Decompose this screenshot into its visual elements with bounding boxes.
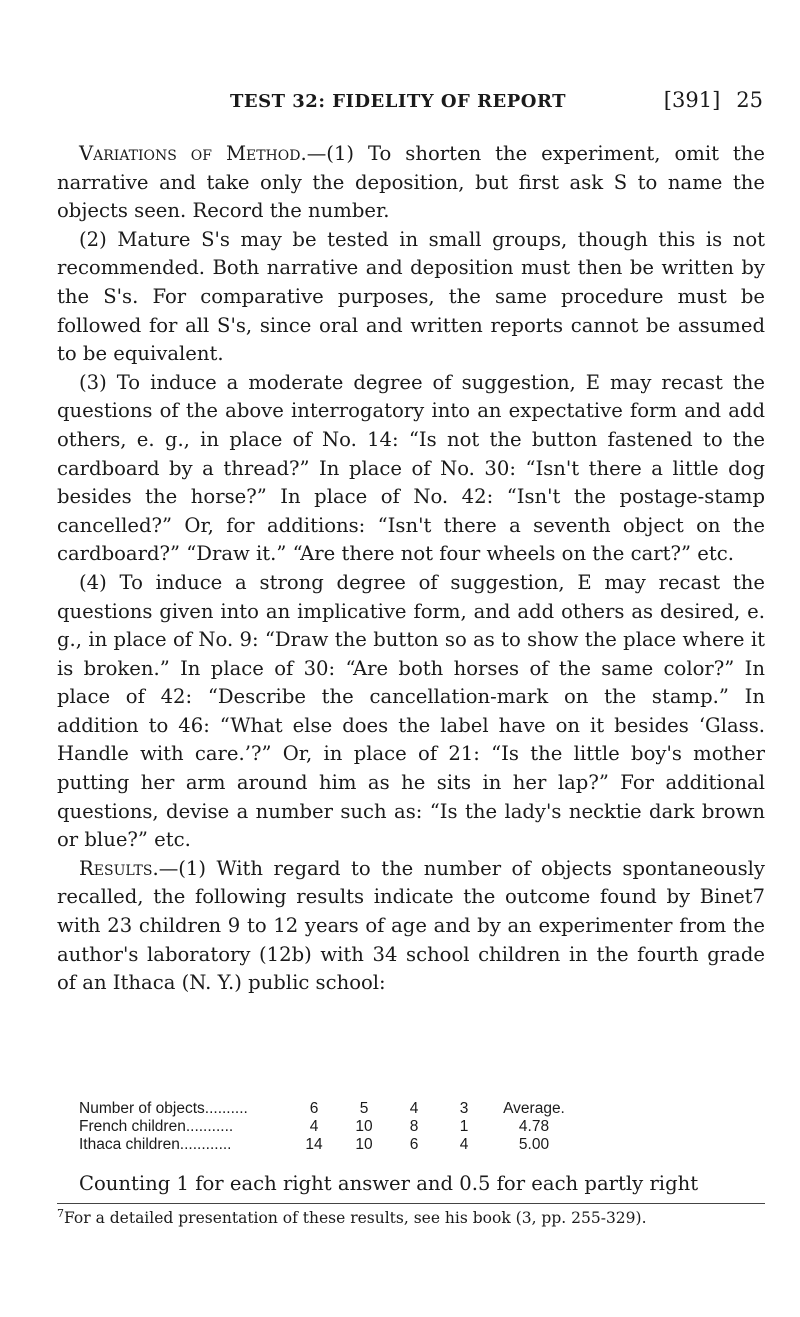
footnote xyxy=(57,1208,765,1228)
footnote-mark: 7 xyxy=(57,1206,64,1220)
page-number: 25 xyxy=(736,88,763,112)
body-text xyxy=(57,140,765,998)
run-in-heading: Results. xyxy=(79,856,159,880)
paragraph-results-1 xyxy=(57,855,765,998)
table-header-row xyxy=(79,1100,579,1118)
paragraph-text: (4) To induce a strong degree of suggestion, E may recast the questions given into an implicative form, and add others as desired, e. g., in place of No. 9: “Draw the button so as to show the place where it is broken.” In place of 30: “Are both horses of the same color?” In place of 42: “Describe the cancellation-mark on the stamp.” In addition to 46: “What else does the label have on it besides ‘Glass. Handle with care.’?” Or, in place of 21: “Is the little boy's mother putting her arm around him as he sits in her lap?” For additional questions, devise a number such as: “Is the lady's necktie dark brown or blue?” etc. xyxy=(57,570,765,852)
table-cell: 5.00 xyxy=(518,1136,550,1153)
table-row-label: Ithaca children............ xyxy=(79,1136,232,1153)
footnote-divider xyxy=(57,1203,765,1204)
table-cell: 10 xyxy=(355,1118,373,1135)
results-table xyxy=(79,1100,579,1154)
table-row xyxy=(79,1118,579,1136)
table-cell: 6 xyxy=(309,1100,319,1117)
table-cell: 4 xyxy=(459,1136,469,1153)
table-cell: 10 xyxy=(355,1136,373,1153)
table-cell: 14 xyxy=(305,1136,323,1153)
table-cell: 5 xyxy=(359,1100,369,1117)
paragraph-text: —(1) To shorten the experiment, omit the narrative and take only the deposition, but first ask S to name the objects seen. Record the number. xyxy=(57,142,765,223)
section-number: [391] xyxy=(663,88,721,112)
table-row xyxy=(79,1136,579,1154)
footnote-text: For a detailed presentation of these results, see his book (3, pp. 255-329). xyxy=(64,1209,647,1227)
paragraph-variations-1 xyxy=(57,140,765,226)
running-head xyxy=(230,88,763,118)
paragraph-variations-2 xyxy=(57,226,765,369)
paragraph-variations-4 xyxy=(57,569,765,855)
table-row-label: French children........... xyxy=(79,1118,234,1135)
paragraph-text: —(1) With regard to the number of objects spontaneously recalled, the following results indicate the outcome found by Binet7 with 23 children 9 to 12 years of age and by an experimenter from the author's laboratory (12b) with 34 school children in the fourth grade of an Ithaca (N. Y.) public school: xyxy=(57,856,765,995)
table-cell: 3 xyxy=(459,1100,469,1117)
running-title: TEST 32: FIDELITY OF REPORT xyxy=(230,91,567,112)
table-cell: 4.78 xyxy=(518,1118,550,1135)
table-row-label: Number of objects.......... xyxy=(79,1100,248,1117)
table-cell: 1 xyxy=(459,1118,469,1135)
continued-text: Counting 1 for each right answer and 0.5 for each partly right xyxy=(79,1172,699,1195)
table-cell: 6 xyxy=(409,1136,419,1153)
paragraph-text: (2) Mature S's may be tested in small groups, though this is not recommended. Both narrative and deposition must then be written by the S's. For comparative purposes, the same procedure must be followed for all S's, since oral and written reports cannot be assumed to be equivalent. xyxy=(57,227,765,366)
paragraph-variations-3 xyxy=(57,369,765,569)
paragraph-text: (3) To induce a moderate degree of suggestion, E may recast the questions of the above interrogatory into an expectative form and add others, e. g., in place of No. 14: “Is not the button fastened to the cardboard by a thread?” In place of No. 30: “Isn't there a little dog besides the horse?” In place of No. 42: “Isn't the postage-stamp cancelled?” Or, for additions: “Isn't there a seventh object on the cardboard?” “Draw it.” “Are there not four wheels on the cart?” etc. xyxy=(57,370,765,566)
table-cell: 8 xyxy=(409,1118,419,1135)
table-cell: Average. xyxy=(503,1100,565,1117)
run-in-heading: Variations of Method. xyxy=(79,142,307,165)
table-cell: 4 xyxy=(309,1118,319,1135)
table-cell: 4 xyxy=(409,1100,419,1117)
